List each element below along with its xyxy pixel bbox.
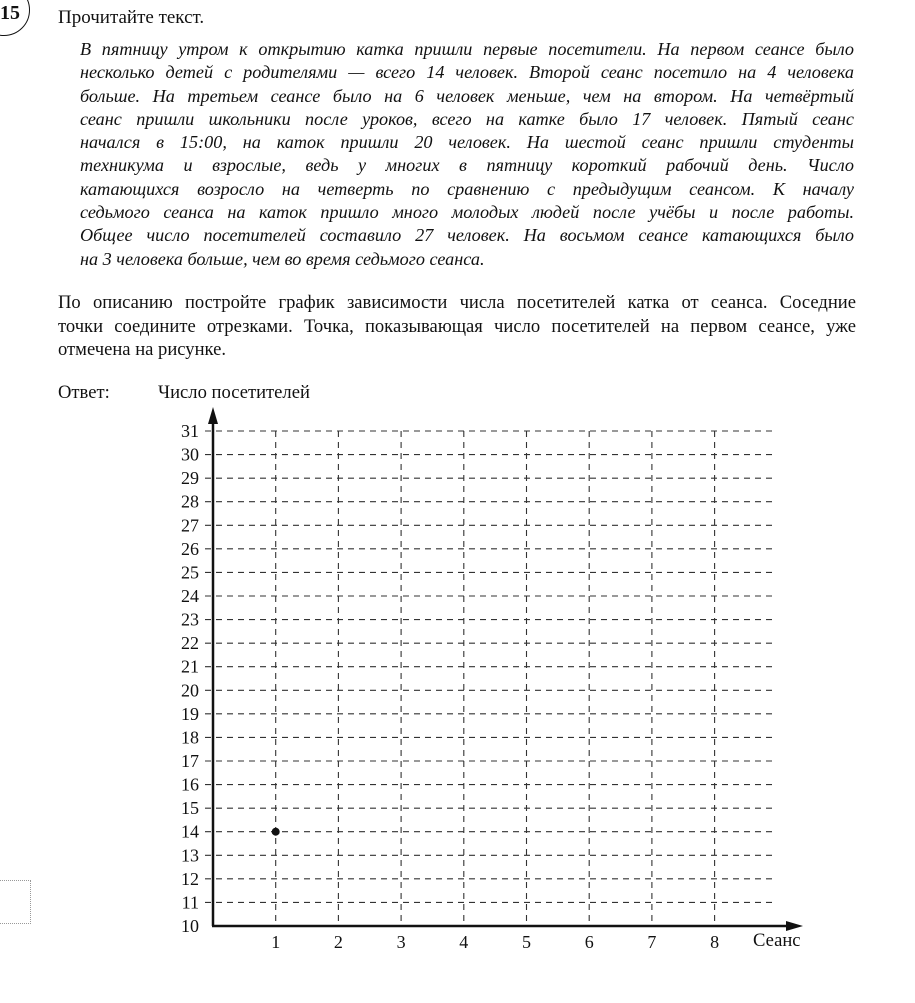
data-point — [272, 828, 280, 836]
y-tick-label: 18 — [181, 727, 199, 748]
story-line: несколько детей с родителями — всего 14 человек. Второй сеанс посетило на 4 человека — [80, 62, 854, 83]
y-tick-label: 17 — [181, 751, 199, 771]
y-tick-label: 31 — [181, 421, 199, 441]
y-tick-label: 26 — [181, 538, 199, 559]
x-tick-label: 3 — [396, 932, 406, 952]
y-tick-label: 23 — [181, 609, 199, 630]
y-tick-label: 27 — [181, 515, 199, 536]
story-line: сеанс пришли школьники после уроков, всего на катке было 17 человек. Пятый сеанс — [80, 108, 854, 129]
x-tick-labels — [271, 932, 719, 952]
y-tick-label: 25 — [181, 562, 199, 583]
story-line: В пятницу утром к открытию катка пришли первые посетители. На первом сеансе было — [80, 39, 854, 59]
story-line: техникума и взрослые, ведь у многих в пятницу короткий рабочий день. Число — [80, 155, 854, 176]
y-tick-label: 28 — [181, 491, 199, 512]
y-tick-label: 19 — [181, 703, 199, 724]
y-tick-label: 12 — [181, 868, 199, 889]
y-axis-label: Число посетителей — [158, 382, 310, 403]
x-axis-arrow-icon — [786, 921, 803, 931]
y-tick-label: 20 — [181, 680, 199, 701]
task-line: точки соедините отрезками. Точка, показывающая число посетителей на первом сеансе, уже — [58, 315, 856, 337]
data-points — [272, 828, 280, 836]
x-tick-label: 1 — [271, 932, 281, 952]
y-tick-label: 21 — [181, 656, 199, 677]
y-tick-label: 30 — [181, 444, 199, 465]
story-line: больше. На третьем сеансе было на 6 человек меньше, чем на втором. На четвёртый — [80, 85, 854, 106]
task-line: отмечена на рисунке. — [58, 339, 227, 360]
x-tick-label: 4 — [459, 932, 469, 952]
x-tick-label: 6 — [584, 932, 594, 952]
y-tick-label: 10 — [181, 916, 199, 936]
task-line: По описанию постройте график зависимости числа посетителей катка от сеанса. Соседние — [58, 292, 856, 313]
x-tick-label: 7 — [647, 932, 657, 952]
problem-number: 15 — [0, 2, 20, 24]
y-tick-label: 16 — [181, 774, 199, 795]
x-tick-label: 5 — [522, 932, 531, 952]
y-tick-label: 14 — [181, 821, 199, 842]
story-line: Общее число посетителей составило 27 человек. На восьмом сеансе катающихся было — [80, 225, 854, 246]
y-tick-label: 15 — [181, 798, 199, 819]
y-tick-label: 24 — [181, 586, 199, 606]
story-line: на 3 человека больше, чем во время седьмого сеанса. — [80, 248, 485, 269]
y-tick-label: 13 — [181, 845, 199, 866]
answer-label: Ответ: — [58, 382, 110, 403]
y-tick-label: 11 — [181, 892, 199, 913]
y-tick-label: 29 — [181, 468, 199, 489]
story-line: катающихся возросло на четверть по сравнению с предыдущим сеансом. К началу — [80, 178, 854, 199]
chart-grid — [205, 431, 776, 926]
chart-axes — [208, 407, 803, 931]
story-line: начался в 15:00, на каток пришли 20 человек. На шестой сеанс пришли студенты — [80, 132, 854, 153]
story-line: седьмого сеанса на каток пришло много молодых людей после учёбы и после работы. — [80, 202, 854, 223]
intro-text: Прочитайте текст. — [58, 7, 205, 28]
y-tick-label: 22 — [181, 633, 199, 654]
x-tick-label: 8 — [710, 932, 720, 952]
x-axis-label: Сеанс — [753, 930, 801, 951]
y-tick-labels — [181, 421, 199, 936]
y-axis-arrow-icon — [208, 407, 218, 424]
x-tick-label: 2 — [333, 932, 343, 952]
